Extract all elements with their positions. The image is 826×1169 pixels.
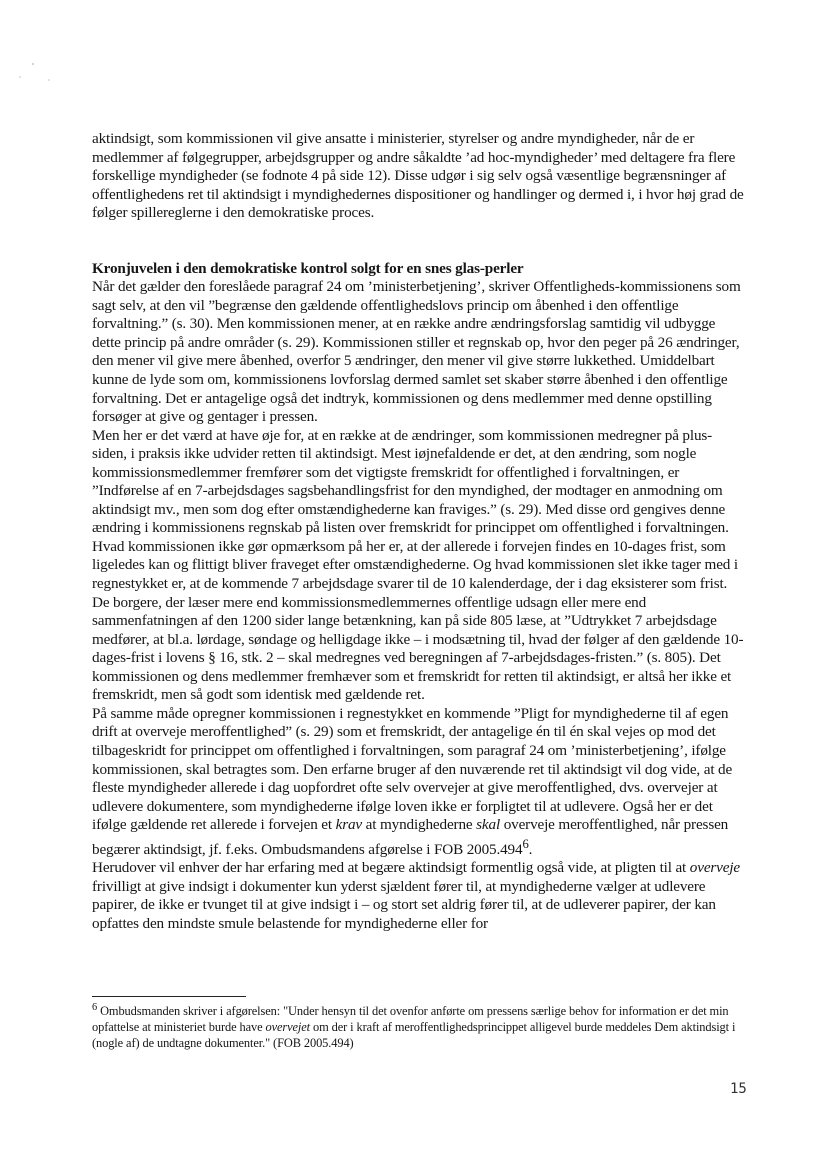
paragraph-3 — [92, 705, 744, 859]
section-heading: Kronjuvelen i den demokratiske kontrol solgt for en snes glas-perler — [92, 259, 524, 277]
footnote-reference[interactable]: 6 — [522, 836, 529, 851]
paragraph-4-part-a: Herudover vil enhver der har erfaring med at begære aktindsigt formentlig også vide, at pligten til at — [92, 859, 687, 877]
paragraph-2: Men her er det værd at have øje for, at en række at de ændringer, som kommissionen medregner på plus-siden, i praksis ikke udvider retten til aktindsigt. Mest iøjnefaldende er det, at den ændring, som nogle kommissionsmedlemmer fremfører som det vigtigste fremskridt for offentlighed i forvaltningen, er ”Indførelse af en 7-arbejdsdages sagsbehandlingsfrist for den myndighed, der modtager en anmodning om aktindsigt mv., men som dog efter omstændighederne kan fraviges.” (s. 29). Med disse ord gengives denne ændring i kommissionens regnskab på listen over fremskridt for princippet om offentlighed i forvaltningen. Hvad kommissionen ikke gør opmærksom på her er, at der allerede i forvejen findes en 10-dages frist, som ligeledes kan og flittigt bliver fraveget efter omstændighederne. Og hvad kommissionen slet ikke tager med i regnestykket er, at de kommende 7 arbejdsdage svarer til de 10 kalenderdage, der i dag eksisterer som frist. De borgere, der læser mere end kommissionsmedlemmernes offentlige udsagn eller mere end sammenfatningen af den 1200 sider lange betænkning, kan på side 805 læse, at ”Udtrykket 7 arbejdsdage medfører, at bl.a. lørdage, søndage og helligdage ikke – i modsætning til, hvad der følger af den gældende 10-dages-frist i lovens § 16, stk. 2 – skal medregnes ved beregningen af 7-arbejdsdages-fristen.” (s. 805). Det kommissionen og dens medlemmer fremhæver som et fremskridt for retten til aktindsigt, er altså her ikke et fremskridt, men så godt som identisk med gældende ret. — [92, 426, 744, 704]
paragraph-3-part-c: overveje meroffentlighed, når pressen begærer aktindsigt, jf. f.eks. Ombudsmandens afgørelse i FOB 2005.494 — [92, 816, 729, 858]
page-number: 15 — [730, 1081, 747, 1097]
paragraph-3-end: . — [528, 840, 533, 858]
footnote-number: 6 — [92, 1002, 98, 1013]
footnote-text — [92, 1000, 744, 1051]
footnote-part-a: Ombudsmanden skriver i afgørelsen: "Under hensyn til det ovenfor anførte om pressens særlige behov for information er det min opfattelse at ministeriet burde have — [92, 1004, 729, 1035]
paragraph-4-part-b: frivilligt at give indsigt i dokumenter kun yderst sjældent fører til, at myndighederne vælger at udlevere papirer, de ikke er tvunget til at give indsigt i – og stort set aldrig fører til, at de udleverer papirer, der kan opfattes den mindste smule belastende for myndighederne eller for — [92, 877, 716, 932]
footnote-part-b: om der i kraft af meroffentlighedsprincippet alligevel burde meddeles Dem aktindsigt i (nogle af) de undtagne dokumenter." (FOB 2005.494) — [92, 1020, 736, 1051]
paragraph-3-part-a: På samme måde opregner kommissionen i regnestykket en kommende ”Pligt for myndighederne til af egen drift at overveje meroffentlighed” (s. 29) som et fremskridt, der antagelige én til én skal vejes op mod det tilbageskridt for princippet om offentlighed i forvaltningen, som paragraf 24 om ’ministerbetjening’, ifølge kommissionen, skal betragtes som. Den erfarne bruger af den nuværende ret til aktindsigt vil dog vide, at de fleste myndigheder allerede i dag uopfordret ofte selv overvejer at give meroffentlighed, dvs. overvejer at udlevere dokumentere, som myndighederne ifølge loven ikke er forpligtet til at udlevere. Også her er det ifølge gældende ret allerede i forvejen et — [92, 704, 733, 834]
footnote-divider — [92, 996, 246, 997]
footnote-emphasis: overvejet — [265, 1020, 311, 1035]
emphasis-overveje: overveje — [689, 859, 741, 877]
paragraph-4 — [92, 859, 744, 933]
emphasis-krav: krav — [335, 816, 363, 834]
main-body-text — [92, 130, 744, 933]
intro-paragraph: aktindsigt, som kommissionen vil give ansatte i ministerier, styrelser og andre myndigheder, når de er medlemmer af følgegrupper, arbejdsgrupper og andre såkaldte ’ad hoc-myndigheder’ med deltagere fra flere forskellige myndigheder (se fodnote 4 på side 12). Disse udgør i sig selv også væsentlige begrænsninger af offentlighedens ret til aktindsigt i myndighedernes dispositioner og handlinger og dermed i, i hvor høj grad de følger spillereglerne i den demokratiske proces. — [92, 130, 744, 222]
footnote — [92, 1000, 744, 1051]
paragraph-3-part-b: at myndighederne — [365, 816, 473, 834]
paragraph-1: Når det gælder den foreslåede paragraf 24 om ’ministerbetjening’, skriver Offentligheds-kommissionens som sagt selv, at den vil ”begrænse den gældende offentlighedslovs princip om åbenhed i den offentlige forvaltning.” (s. 30). Men kommissionen mener, at en række andre ændringsforslag samtidig vil udbygge dette princip på andre områder (s. 29). Kommissionen stiller et regnskab op, hvor den peger på 26 ændringer, den mener vil give mere åbenhed, overfor 5 ændringer, den mener vil give større lukkethed. Umiddelbart kunne de lyde som om, kommissionens lovforslag dermed samlet set skaber større åbenhed i den offentlige forvaltning. Det er antagelige også det indtryk, kommissionen og dens medlemmer med denne opstilling forsøger at give og gentager i pressen. — [92, 278, 741, 426]
emphasis-skal: skal — [476, 816, 501, 834]
